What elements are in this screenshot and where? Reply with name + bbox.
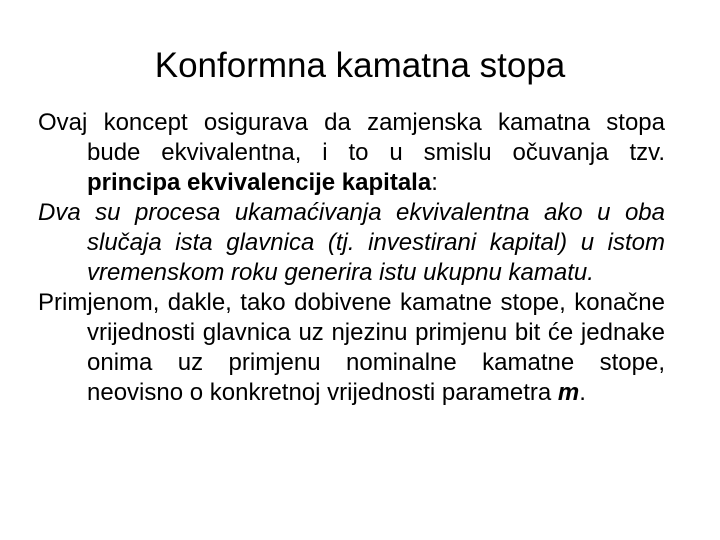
paragraph-application-period: .: [579, 379, 586, 406]
slide-body: [38, 108, 665, 408]
slide-title: Konformna kamatna stopa: [154, 46, 566, 85]
paragraph-equivalence: Dva su procesa ukamaćivanja ekvivalentna ako u oba slučaja ista glavnica (tj. investirani kapital) u istom vremenskom roku generira istu ukupnu kamatu.: [38, 199, 665, 286]
principle-term: principa ekvivalencije kapitala: [87, 169, 432, 196]
parameter-m: m: [557, 379, 580, 406]
paragraph-concept: [38, 108, 665, 198]
paragraph-application-text: Primjenom, dakle, tako dobivene kamatne stope, konačne vrijednosti glavnica uz njezinu primjenu bit će jednake onima uz primjenu nominalne kamatne stope, neovisno o konkretnoj vrijednosti parametra: [38, 289, 665, 406]
paragraph-concept-text: Ovaj koncept osigurava da zamjenska kamatna stopa bude ekvivalentna, i to u smislu očuvanja tzv.: [38, 109, 665, 166]
paragraph-concept-colon: :: [431, 169, 438, 196]
paragraph-application: [38, 288, 665, 408]
